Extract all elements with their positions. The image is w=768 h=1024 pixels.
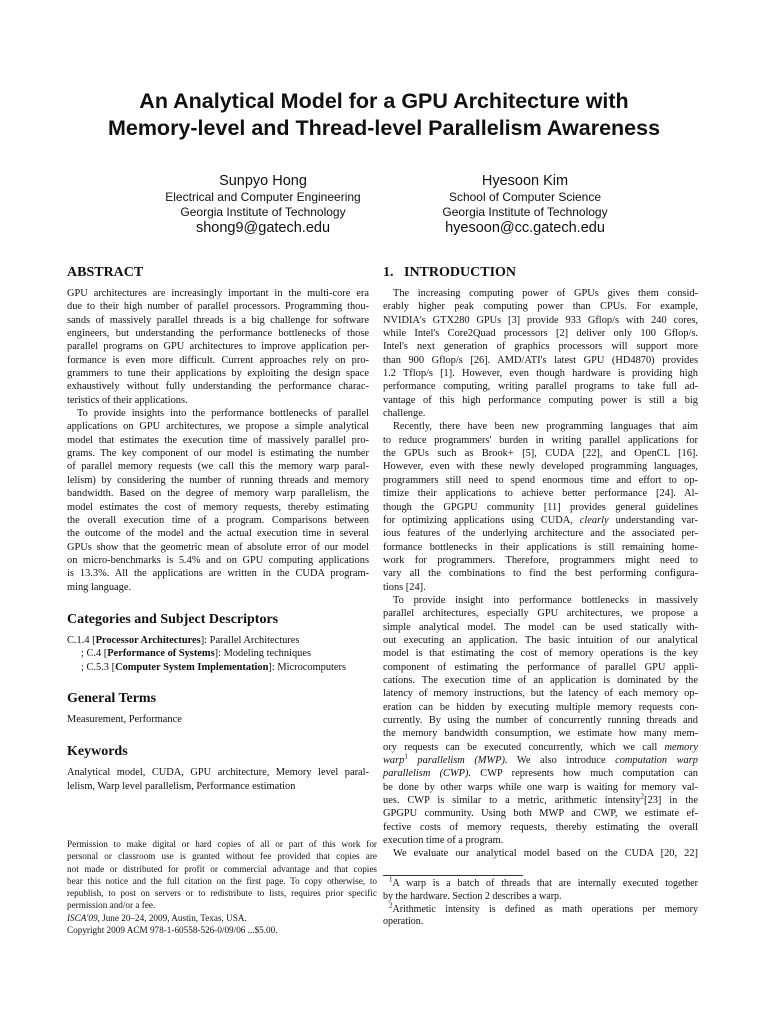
text-line: lelism, Warp level parallelism, Performance estimation <box>67 780 296 792</box>
text-line: bear this notice and the full citation on the first page. To copy otherwise, to <box>67 875 377 886</box>
intro-paragraph-2 <box>383 420 698 593</box>
right-column <box>383 264 698 861</box>
abstract-heading: ABSTRACT <box>67 265 144 280</box>
permission-notice <box>67 838 377 936</box>
text-line: operation. <box>383 916 424 928</box>
abstract-paragraph-1 <box>67 287 369 407</box>
category-line: C.1.4 [Processor Architectures]: Parallel Architectures <box>67 634 300 646</box>
author-email: shong9@gatech.edu <box>195 220 331 236</box>
author-institution: Georgia Institute of Technology <box>180 204 346 219</box>
text-line: parallel architectures, especially GPU architectures, we propose a <box>383 608 698 620</box>
text-line: $^2$Arithmetic intensity is defined as math operations per memory <box>389 901 698 915</box>
author-dept: School of Computer Science <box>448 190 602 204</box>
text-line: execution time of a program. <box>383 835 504 847</box>
text-line: ious features of the underlying architecture and the associated per- <box>383 528 698 540</box>
text-line: GPGPU community. Using both MWP and CWP, we estimate ef- <box>383 808 698 820</box>
text-line: the outcome of the model and the actual execution time in several <box>67 528 369 540</box>
text-line: vantage of this high performance computing power is still a big <box>383 394 698 406</box>
footnote-rule <box>383 875 523 876</box>
author-institution: Georgia Institute of Technology <box>442 204 608 219</box>
keywords-text <box>67 766 369 793</box>
intro-paragraph-1 <box>383 287 698 420</box>
author-block-1 <box>118 172 408 237</box>
footnote-1 <box>383 875 698 904</box>
intro-paragraph-3 <box>383 594 698 848</box>
text-line: formance bottlenecks in their applications is still remaining home- <box>383 541 698 553</box>
text-line: grammers to tune their applications by exploiting the design space <box>67 368 369 380</box>
copyright-line: Copyright 2009 ACM 978-1-60558-526-0/09/06 ...$5.00. <box>67 925 278 936</box>
text-line: ues. CWP is similar to a metric, arithmetic intensity$^2$[23] in the <box>383 792 698 807</box>
text-line: by the hardware. Section 2 describes a warp. <box>383 890 562 902</box>
text-line: GPUs show that the geometric mean of absolute error of our model <box>67 541 369 553</box>
text-line: engineers, but understanding the performance bottlenecks of those <box>67 328 369 340</box>
text-line: due to their high number of parallel processors. Programming thou- <box>67 301 369 313</box>
text-line: the overall execution time of a program. Comparisons between <box>67 514 369 526</box>
text-line: model is that estimating the cost of memory operations is the key <box>383 648 698 660</box>
text-line: We evaluate our analytical model based on the CUDA [20, 22] <box>393 848 698 860</box>
text-line: NVIDIA's GTX280 GPUs [3] provide 933 Gflop/s with 240 cores, <box>383 314 698 326</box>
text-line: model estimates the cost of memory requests, thereby estimating <box>67 501 369 513</box>
text-line: of parallel memory requests (we call this the memory warp paral- <box>67 461 369 473</box>
text-line: parallelism (CWP). CWP represents how much computation can <box>383 768 698 780</box>
text-line: cations. The execution time of an application is dominated by the <box>383 674 698 686</box>
text-line: not made or distributed for profit or commercial advantage and that copies <box>67 863 377 874</box>
title-line-1: An Analytical Model for a GPU Architecture with <box>139 89 629 113</box>
text-line: To provide insights into the performance bottlenecks of parallel <box>77 408 369 420</box>
text-line: timize their applications to achieve better performance [24]. Al- <box>383 488 698 500</box>
text-line: to reduce programmers' burden in writing parallel applications for <box>383 434 698 446</box>
text-line: The increasing computing power of GPUs gives them consid- <box>393 288 698 299</box>
text-line: formance is even more difficult. Current approaches rely on pro- <box>67 354 369 366</box>
text-line: be done by other warps while one warp is waiting for memory val- <box>383 781 698 793</box>
text-line: sands of massively parallel threads is a big challenge for software <box>67 314 369 326</box>
text-line: simple analytical model. The model can be used statically with- <box>383 621 698 633</box>
text-line: 1.2 Tflop/s [1]. However, even though hardware is providing high <box>383 368 698 380</box>
text-line: personal or classroom use is granted without fee provided that copies are <box>67 851 377 862</box>
text-line: grams. The key component of our model is estimating the number <box>67 448 369 460</box>
text-line: applications on GPU architectures, we propose a simple analytical <box>67 421 369 433</box>
category-line: ; C.5.3 [Computer System Implementation]: Microcomputers <box>81 661 347 673</box>
text-line: challenge. <box>383 408 426 420</box>
author-dept: Electrical and Computer Engineering <box>165 190 361 204</box>
text-line: ming language. <box>67 581 132 593</box>
text-line: currently. By using the number of concurrently running threads and <box>383 715 698 726</box>
text-line: on micro-benchmarks is 5.4% and on GPU computing applications <box>67 554 369 566</box>
keywords-heading: Keywords <box>67 744 128 760</box>
text-line: ory requests can be executed concurrently, which we call memory <box>383 741 698 753</box>
text-line: Recently, there have been new programming languages that aim <box>393 421 698 433</box>
text-line: while Intel's Core2Quad processors [2] deliver only 100 Gflop/s. <box>383 328 698 340</box>
text-line: GPU architectures are increasingly important in the multi-core era <box>67 288 369 299</box>
text-line: However, even with these newly developed programming languages, <box>383 461 698 473</box>
text-line: than 900 Gflop/s [26]. AMD/ATI's latest GPU (HD4870) provides <box>383 354 698 366</box>
text-line: exhaustively without fully understanding the performance charac- <box>67 381 369 393</box>
text-line: programmers still need to spend enormous time and effort to op- <box>383 474 698 486</box>
text-line: erably higher peak computing power than CPUs. For example, <box>383 301 698 313</box>
text-line: though the GPGPU community [11] provides general guidelines <box>383 501 698 513</box>
text-line: teristics of their applications. <box>67 394 188 406</box>
text-line: eration can be hidden by executing multiple memory requests con- <box>383 701 698 713</box>
category-line: ; C.4 [Performance of Systems]: Modeling techniques <box>81 648 312 660</box>
text-line: out executing an application. The basic intuition of our analytical <box>383 634 698 646</box>
intro-paragraph-4 <box>383 847 698 860</box>
text-line: warp$^1$ parallelism (MWP). We also introduce computation warp <box>383 752 698 767</box>
text-line: $^1$A warp is a batch of threads that are internally executed together <box>389 875 698 889</box>
text-line: component of estimating the performance of parallel GPU appli- <box>383 661 698 673</box>
text-line: for optimizing applications using CUDA, clearly understanding var- <box>383 514 698 526</box>
text-line: permission and/or a fee. <box>67 900 156 911</box>
text-line: Intel's next generation of graphics processors will support more <box>383 341 698 353</box>
text-line: republish, to post on servers or to redistribute to lists, requires prior specific <box>67 888 377 899</box>
footnote-2 <box>383 901 698 930</box>
text-line: the GPUs such as Brook+ [5], CUDA [22], and OpenCL [16]. <box>383 448 698 460</box>
footnotes <box>383 875 698 929</box>
categories-heading: Categories and Subject Descriptors <box>67 611 279 627</box>
left-column <box>67 264 369 793</box>
text-line: work for programmers. Therefore, programmers might need to <box>383 554 698 566</box>
text-line: the memory bandwidth consumption, we estimate how many mem- <box>383 728 698 740</box>
title-line-2: Memory-level and Thread-level Parallelism Awareness <box>107 116 661 140</box>
conference-line: ISCA'09, June 20–24, 2009, Austin, Texas, USA. <box>67 912 247 923</box>
text-line: Analytical model, CUDA, GPU architecture, Memory level paral- <box>67 767 369 779</box>
text-line: is 13.3%. All the applications are written in the CUDA program- <box>67 568 369 580</box>
text-line: model that estimates the execution time of massively parallel pro- <box>67 434 369 446</box>
text-line: parallel programs on GPU architectures to improve application per- <box>67 341 369 353</box>
text-line: lelism) by considering the number of running threads and memory <box>67 474 369 486</box>
text-line: bandwidth. Based on the degree of memory warp parallelism, the <box>67 488 369 500</box>
author-name: Hyesoon Kim <box>481 173 569 189</box>
text-line: vary all the combinations to find the best performing configura- <box>383 568 698 580</box>
paper-title <box>0 88 768 142</box>
general-terms-text: Measurement, Performance <box>67 713 182 725</box>
text-line: performance computing, writing parallel programs to take full ad- <box>383 381 698 393</box>
introduction-heading: 1. INTRODUCTION <box>383 265 517 280</box>
abstract-paragraph-2 <box>67 407 369 594</box>
author-email: hyesoon@cc.gatech.edu <box>445 220 605 236</box>
text-line: Permission to make digital or hard copies of all or part of this work for <box>67 839 377 849</box>
text-line: To provide insight into performance bottlenecks in massively <box>393 594 698 606</box>
text-line: fective costs of memory requests, thereby estimating the overall <box>383 821 698 833</box>
author-block-2 <box>380 172 670 237</box>
text-line: latency of memory instructions, but the latency of each memory op- <box>383 688 698 700</box>
author-name: Sunpyo Hong <box>219 173 307 189</box>
general-terms-heading: General Terms <box>67 690 157 706</box>
text-line: tions [24]. <box>383 581 426 593</box>
